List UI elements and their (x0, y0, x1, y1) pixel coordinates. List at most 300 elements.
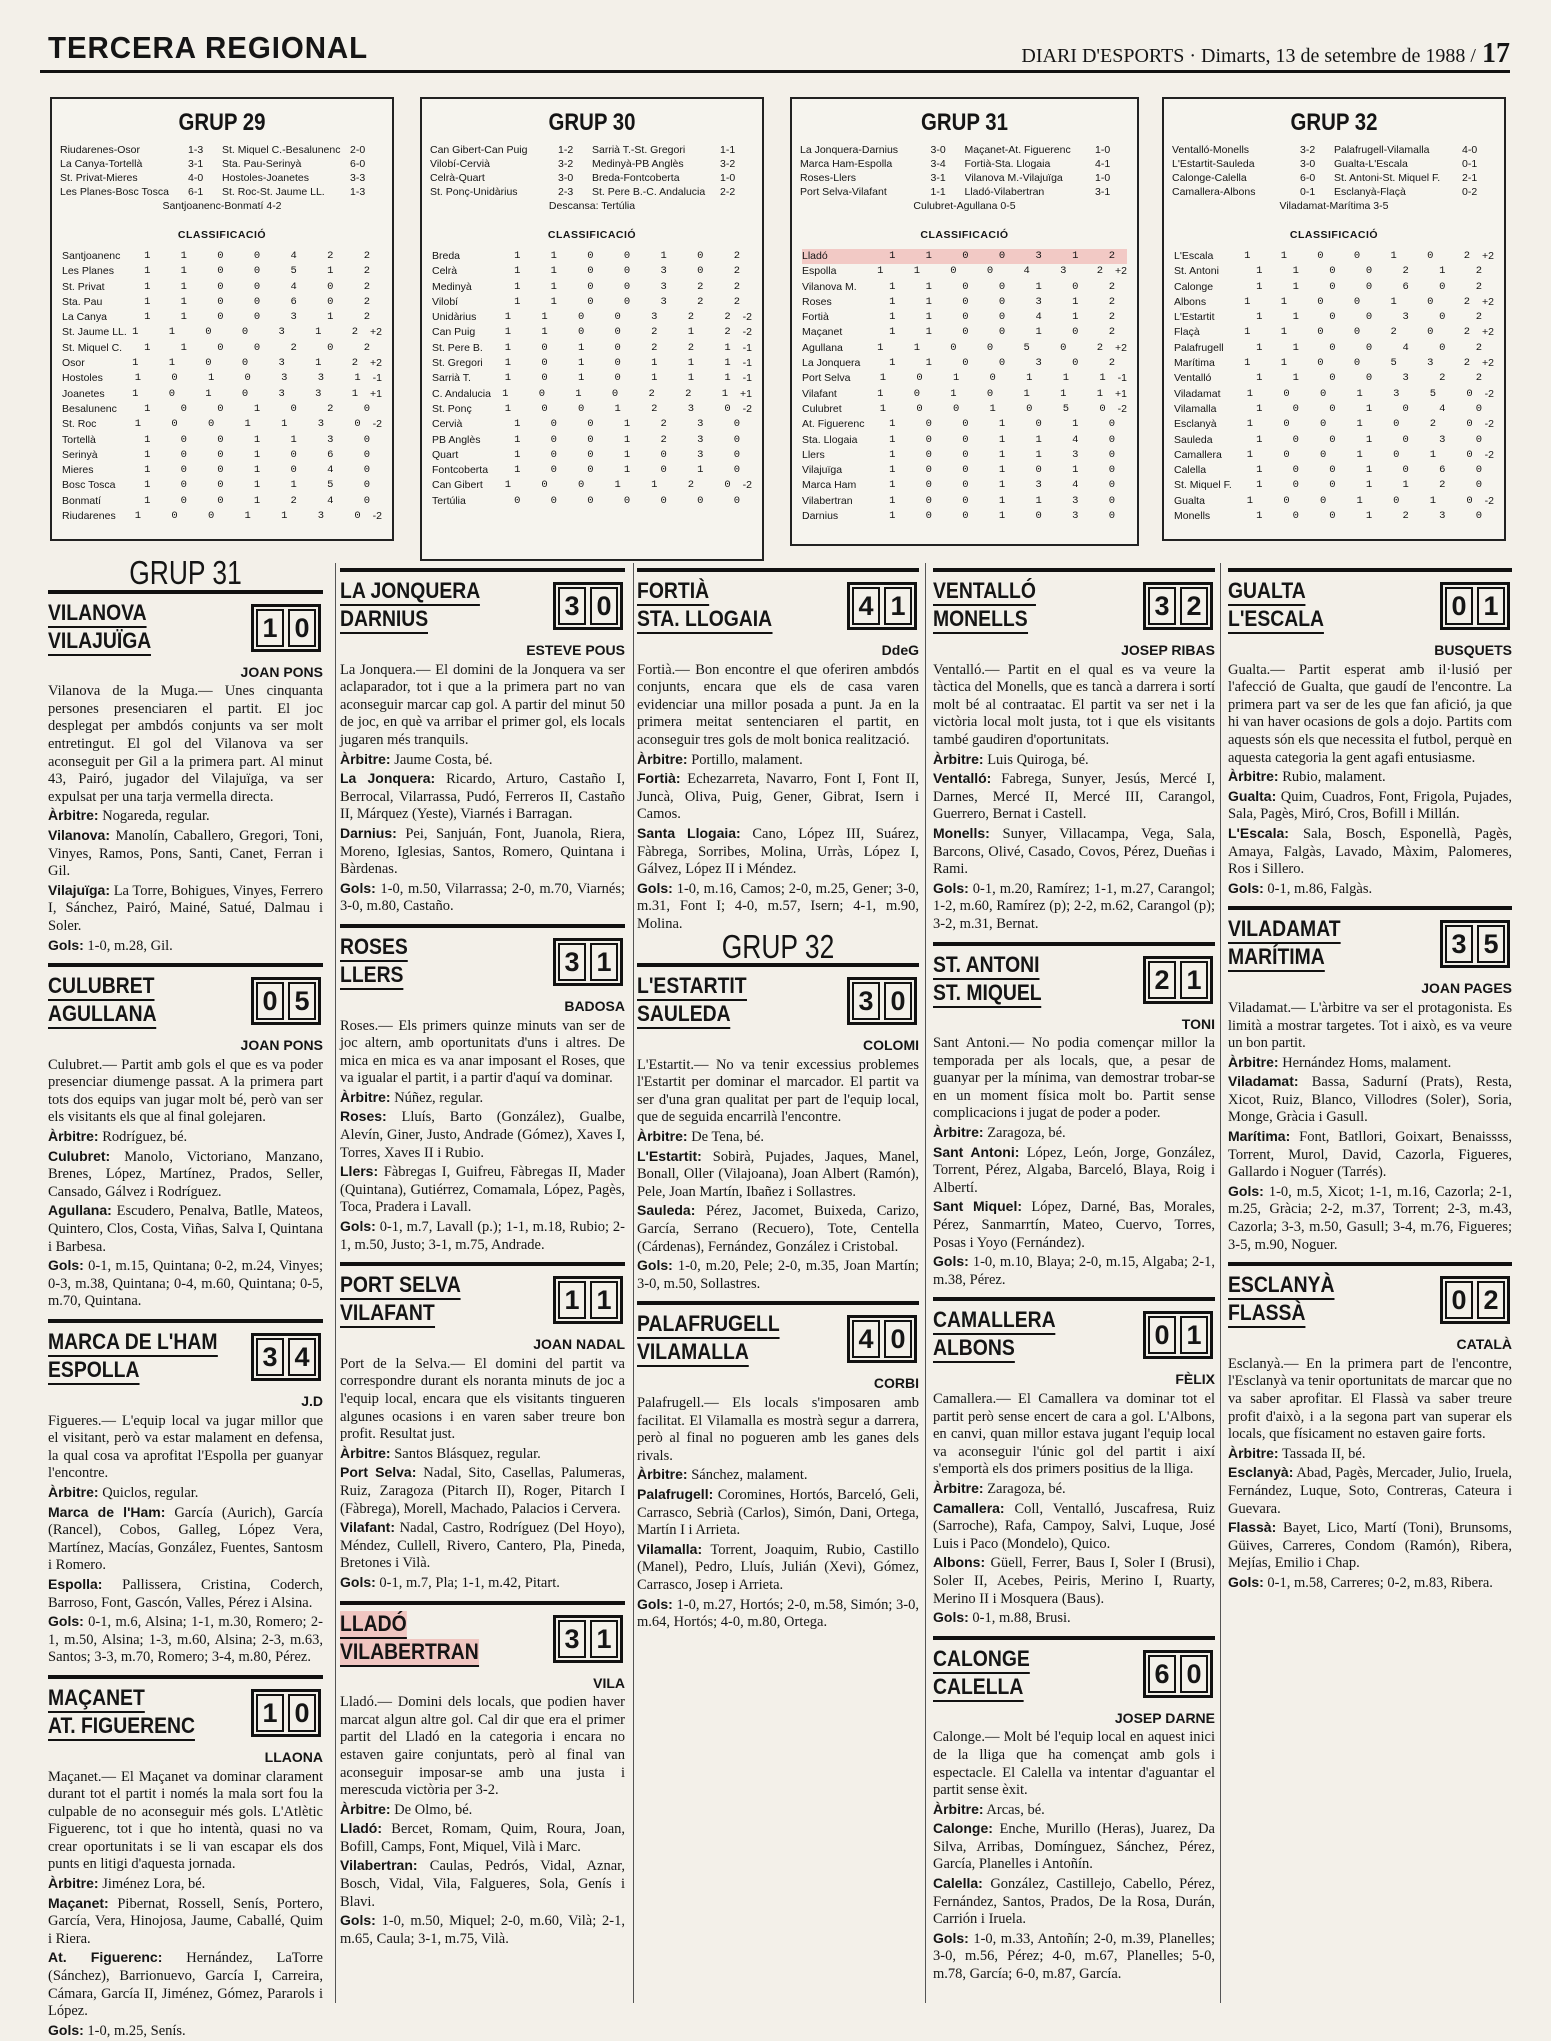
line-label: Marca de l'Ham: (48, 1503, 166, 1520)
group-title: GRUP 31 (921, 109, 1008, 136)
result-match: Vilobí-Cervià (430, 158, 490, 170)
line-text: Font, Batllori, Goixart, Benaissss, Torrent, Murol, David, Cazorla, Figueres, Gallardo i Noguer (Tarrés). (1228, 1129, 1512, 1181)
classification-row (1174, 417, 1494, 432)
away-team: MONELLS (933, 606, 1028, 634)
away-score: 1 (590, 1281, 618, 1319)
team-stats: 1 1 0 0 3 0 2 (889, 357, 1127, 370)
line-label: Àrbitre: (340, 750, 391, 767)
match-teams (340, 578, 480, 634)
classification-row (802, 433, 1127, 448)
report-body: Culubret.— Partit amb gols el que es va poder presenciar diumenge passat. A la primera part tots dos equips van jugar molt bé, però van ser els visitants els que al final golejaren. (48, 1056, 323, 1126)
line-text: La Torre, Bohigues, Vinyes, Ferrero I, Sánchez, Pairó, Mainé, Satué, Dalmau i Soler. (48, 882, 323, 934)
scoreboard (1143, 582, 1213, 630)
line-label: Esclanyà: (1228, 1464, 1294, 1481)
match-report (340, 1262, 625, 1592)
team-name: La Jonquera (802, 357, 861, 370)
line-label: Àrbitre: (933, 1124, 984, 1141)
team-name: Tortellà (62, 433, 96, 446)
classification-row (1174, 295, 1494, 310)
line-label: Àrbitre: (933, 1479, 984, 1496)
line-text: Escudero, Penalva, Batlle, Mateos, Quintero, Clos, Costa, Viñas, Salva I, Quintana i Barbesa. (48, 1203, 323, 1255)
line-label: Vilanova: (48, 826, 110, 843)
team-name: Bonmatí (62, 494, 102, 507)
line-label: Maçanet: (48, 1894, 109, 1911)
result-score: 1-3 (350, 186, 366, 198)
team-stats: 1 0 0 1 0 1 0 (1246, 448, 1485, 461)
report-line (637, 1257, 919, 1293)
line-label: La Jonquera: (340, 770, 436, 787)
team-points-diff: +2 (1482, 295, 1494, 308)
match-report (637, 963, 919, 1293)
line-text: 1-0, m.25, Senís. (87, 2022, 186, 2039)
team-stats: 1 0 0 1 2 3 0 (514, 433, 752, 446)
away-score: 0 (884, 982, 912, 1020)
line-text: 0-1, m.7, Pla; 1-1, m.42, Pitart. (379, 1574, 560, 1591)
match-teams (637, 973, 747, 1029)
match-teams (340, 934, 408, 990)
team-stats: 1 0 1 0 3 3 1 (134, 372, 373, 385)
match-header (340, 924, 625, 992)
team-stats: 1 0 0 1 2 3 0 (514, 418, 752, 431)
team-stats: 1 0 1 0 1 1 1 (879, 372, 1118, 385)
classification-row (802, 478, 1127, 493)
team-stats: 1 0 0 1 0 2 0 (1246, 418, 1485, 431)
line-label: Port Selva: (340, 1464, 417, 1481)
line-label: Gols: (637, 1595, 673, 1612)
author: FÈLIX (1175, 1371, 1215, 1388)
home-team: MARCA DE L'HAM (48, 1329, 218, 1357)
report-line (933, 1801, 1215, 1820)
team-name: Osor (62, 357, 85, 370)
author: DdeG (881, 642, 919, 658)
team-name: At. Figuerenc (802, 418, 865, 431)
line-text: Portillo, malament. (691, 751, 803, 768)
result-match: Riudarenes-Osor (60, 144, 140, 156)
report-line (340, 880, 625, 916)
classification-row (1174, 280, 1494, 295)
result-match: La Canya-Tortellà (60, 158, 143, 170)
author: JOAN NADAL (533, 1336, 625, 1353)
author: JOAN PONS (240, 1037, 323, 1054)
line-label: Fortià: (637, 770, 681, 787)
result-match: St. Miquel C.-Besalunenc (222, 144, 341, 156)
scoreboard (847, 1315, 917, 1363)
group-title: GRUP 30 (548, 109, 636, 136)
classification-row (62, 356, 382, 371)
away-score: 1 (884, 587, 912, 625)
home-team: LA JONQUERA (340, 578, 480, 606)
away-score: 4 (288, 1338, 316, 1376)
result-extra: Descansa: Tertúlia (548, 200, 636, 212)
away-score: 1 (590, 943, 618, 981)
match-teams (1228, 578, 1324, 634)
line-label: Santa Llogaia: (637, 824, 741, 841)
group-title: GRUP 32 (1290, 109, 1378, 136)
scoreboard (553, 1615, 623, 1663)
classification-row (62, 325, 382, 340)
scoreboard (1143, 956, 1213, 1004)
line-text: Pallissera, Cristina, Coderch, Barroso, Font, Gascón, Valles, Pérez i Alsina. (48, 1576, 324, 1611)
home-score: 1 (256, 609, 284, 647)
classification-row (62, 402, 382, 417)
report-line (48, 1613, 323, 1667)
report-line (933, 1198, 1215, 1252)
away-score: 0 (884, 1320, 912, 1358)
team-stats: 1 0 0 1 1 3 0 (134, 418, 373, 431)
line-text: 0-1, m.86, Falgàs. (1267, 880, 1373, 897)
team-stats: 1 0 0 1 0 4 0 (1256, 402, 1494, 415)
report-body: Camallera.— El Camallera va dominar tot el partit però sense encert de cara a gol. L'Albons, en canvi, quan millor estava jugant l'equip local va aconseguir l'únic gol del partit i així s'emportà els dos primers positius de la lliga. (933, 1391, 1215, 1478)
column-4 (933, 560, 1215, 1985)
result-score: 3-1 (930, 172, 946, 184)
line-label: Gols: (1228, 879, 1264, 896)
classification-row (62, 341, 382, 356)
team-name: Santjoanenc (62, 250, 121, 262)
report-body: Roses.— Els primers quinze minuts van ser de joc altern, amb oportunitats d'uns i altres. De mica en mica es va anar imposant el Roses, que va igualar el partit, i a partir d'aquí va dominar. (340, 1017, 625, 1087)
team-name: Darnius (802, 510, 839, 523)
report-line (340, 1108, 625, 1162)
scoreboard (251, 977, 321, 1025)
line-label: Camallera: (933, 1499, 1005, 1516)
report-body: Ventalló.— Partit en el qual es va veure la tàctica del Monells, que es tancà a darrera i sortí molt bé al contraatac. El partit va ser net i la victòria local molt justa, tot i que els visitants també gaudiren d'oportunitats. (933, 661, 1215, 748)
classification-row (802, 494, 1127, 509)
match-teams (933, 1646, 1030, 1702)
line-text: 1-0, m.50, Miquel; 2-0, m.60, Vilà; 2-1, m.65, Caula; 3-1, m.75, Vilà. (340, 1913, 625, 1947)
classification-row (432, 463, 752, 478)
report-body: Lladó.— Domini dels locals, que podien haver marcat algun altre gol. Cal dir que era el primer partit del Lladó en la categoria i encara no estaven gaire conjuntats, però al final van aconseguir imposar-se amb una justa i merescuda victòria per 3-2. (340, 1694, 625, 1799)
report-line (1228, 768, 1512, 787)
team-name: Can Puig (432, 326, 476, 339)
report-line (48, 1895, 323, 1949)
line-text: Bercet, Romam, Quim, Roura, Joan, Bofill, Camps, Font, Miquel, Vilà i Marc. (340, 1821, 625, 1855)
scoreboard (847, 582, 917, 630)
team-stats: 1 0 0 1 0 1 0 (1246, 494, 1485, 507)
result-row (60, 143, 384, 157)
team-stats: 1 1 0 0 1 0 2 (1244, 250, 1483, 262)
report-line (48, 1504, 323, 1575)
away-team: VILABERTRAN (340, 1639, 479, 1667)
line-text: 0-1, m.7, Lavall (p.); 1-1, m.18, Rubio; 2-1, m.50, Justo; 3-1, m.75, Andrade. (340, 1219, 625, 1253)
line-label: Àrbitre: (48, 1483, 99, 1500)
result-score: 0-2 (1462, 186, 1478, 198)
line-text: López, Darné, Bas, Morales, Pérez, Sanmarrtín, Mateo, Cuervo, Torres, Posas i Yoyo (Fernández). (933, 1199, 1216, 1251)
line-label: Gols: (1228, 1573, 1264, 1590)
team-name: Maçanet (802, 326, 843, 339)
away-team: ST. MIQUEL (933, 980, 1042, 1008)
match-report (48, 1675, 323, 2041)
match-header (48, 590, 323, 658)
classification-row (432, 387, 752, 402)
line-text: Pérez, Jacomet, Buixeda, Carizo, García, Serrano (Recuero), Tote, Centella (Cárdenas), Fernández, González i Cristobal. (637, 1203, 920, 1255)
home-team: FORTIÀ (637, 578, 709, 606)
match-header (48, 1319, 323, 1387)
scoreboard (553, 582, 623, 630)
team-stats: 1 0 1 0 2 2 1 (502, 387, 741, 400)
team-name: C. Andalucia (432, 387, 491, 400)
team-name: Vilafant (802, 387, 837, 400)
team-stats: 1 1 0 0 3 1 2 (132, 357, 371, 370)
result-match: Les Planes-Bosc Tosca (60, 186, 169, 198)
match-header (637, 1301, 919, 1369)
line-label: Calella: (933, 1875, 983, 1892)
team-name: Vilobí (432, 295, 459, 308)
classification-row (1174, 325, 1494, 340)
line-text: Nadal, Castro, Rodríguez (Del Hoyo), Méndez, Cullell, Rivero, Cantero, Pla, Pineda, Bretones i Vilà. (340, 1520, 625, 1572)
match-teams (933, 952, 1042, 1008)
match-teams (933, 1307, 1056, 1363)
classification-row (432, 249, 752, 264)
team-stats: 1 0 0 1 0 1 0 (514, 464, 752, 477)
team-name: Quart (432, 448, 459, 461)
classification-row (802, 249, 1127, 264)
report-line (637, 1202, 919, 1256)
line-label: Gols: (48, 1613, 84, 1630)
result-score: 3-1 (188, 158, 204, 170)
result-match: Calonge-Calella (1172, 172, 1247, 184)
match-teams (637, 1311, 780, 1367)
team-stats: 1 1 0 0 4 2 2 (144, 250, 382, 262)
classification-heading: CLASSIFICACIÓ (1289, 229, 1379, 241)
team-points-diff: -2 (742, 479, 752, 492)
group-box-29 (50, 97, 394, 541)
away-team: VILAFANT (340, 1300, 435, 1328)
team-points-diff: -2 (742, 326, 752, 339)
team-points-diff: -1 (372, 372, 382, 385)
line-text: Torrent, Joaquim, Rubio, Castillo (Manel), Pedro, Lluís, Julián (Xevi), Gómez, Carrasco, Josep i Arrieta. (637, 1541, 919, 1593)
report-line (933, 1609, 1215, 1628)
match-teams (933, 578, 1036, 634)
home-score: 6 (1148, 1655, 1176, 1693)
team-stats: 1 1 0 0 2 0 2 (144, 341, 382, 354)
result-match: Camallera-Albons (1172, 186, 1256, 198)
classification-row (62, 433, 382, 448)
result-row (1172, 143, 1496, 157)
away-team: DARNIUS (340, 606, 428, 634)
report-line (933, 1144, 1215, 1198)
author: CATALÀ (1456, 1336, 1512, 1353)
match-header (1228, 568, 1512, 636)
classification-row (432, 341, 752, 356)
result-score: 1-1 (720, 144, 736, 156)
line-label: Viladamat: (1228, 1073, 1299, 1090)
team-stats: 1 1 0 0 2 1 2 (504, 326, 743, 339)
match-header (340, 1262, 625, 1330)
result-match: Lladó-Vilabertran (964, 186, 1045, 198)
classification-row (802, 280, 1127, 295)
team-stats: 1 0 1 0 2 2 1 (504, 341, 743, 354)
scoreboard (251, 1689, 321, 1737)
line-label: Palafrugell: (637, 1485, 714, 1502)
line-label: At. Figuerenc: (48, 1949, 163, 1966)
report-line (48, 1875, 323, 1894)
result-match: Medinyà-PB Anglès (592, 158, 684, 170)
away-score: 1 (1180, 961, 1208, 999)
team-stats: 1 0 1 0 1 1 1 (504, 372, 743, 385)
team-name: St. Pere B. (432, 341, 483, 354)
column-2 (340, 560, 625, 1949)
result-score: 6-0 (1300, 172, 1316, 184)
classification-row (1174, 264, 1494, 279)
section-title: TERCERA REGIONAL (48, 30, 369, 65)
line-label: Albons: (933, 1554, 986, 1571)
team-points-diff: -2 (372, 510, 382, 523)
classification-row (432, 310, 752, 325)
team-stats: 1 0 0 1 1 3 0 (144, 433, 382, 446)
result-match: La Jonquera-Darnius (800, 144, 899, 156)
team-name: St. Antoni (1174, 265, 1219, 278)
away-score: 2 (1180, 587, 1208, 625)
team-name: St. Miquel C. (62, 341, 123, 354)
team-stats: 1 1 0 0 2 1 2 (1256, 265, 1494, 278)
classification-row (62, 448, 382, 463)
result-extra: Culubret-Agullana 0-5 (913, 200, 1016, 212)
line-label: Vilajuïga: (48, 881, 110, 898)
team-name: Sauleda (1174, 433, 1213, 446)
match-header (1228, 906, 1512, 974)
results-list (800, 143, 1129, 213)
report-line (48, 1202, 323, 1256)
line-text: Hernández Homs, malament. (1282, 1054, 1452, 1071)
report-body: Port de la Selva.— El domini del partit va correspondre durant els noranta minuts de joc a l'equip local, encara que els visitants tingueren algunes ocasions i en varen saber treure bon profit. Resultat just. (340, 1355, 625, 1443)
result-score: 3-2 (1300, 144, 1316, 156)
report-body: Calonge.— Molt bé l'equip local en aquest inici de la lliga que ha començat amb gols i espectacle. El Calella va intentar d'aguantar el partit sense èxit. (933, 1729, 1215, 1799)
page-number: 17 (1482, 38, 1510, 69)
team-stats: 1 0 0 1 1 3 0 (134, 510, 373, 523)
line-label: Vilamalla: (637, 1540, 703, 1557)
line-label: Àrbitre: (340, 1800, 391, 1817)
line-label: Gols: (933, 1609, 969, 1626)
away-team: L'ESCALA (1228, 606, 1324, 634)
match-teams (48, 1685, 195, 1741)
team-stats: 1 1 0 0 1 0 2 (1244, 295, 1483, 308)
result-match: Celrà-Quart (430, 172, 485, 184)
classification-row (432, 417, 752, 432)
line-label: Darnius: (340, 824, 397, 841)
result-row (800, 157, 1129, 171)
away-score: 0 (590, 587, 618, 625)
match-teams (1228, 1272, 1334, 1328)
match-report (48, 1319, 323, 1667)
result-match: Fortià-Sta. Llogaia (964, 158, 1051, 170)
report-body: Maçanet.— El Maçanet va dominar clarament durant tot el partit i només la mala sort fou la culpable de no aconseguir més gols. L'Atlètic Figuerenc, tot i que ho intentà, quasi no va crear oportunitats i se li van escapar els dos punts en litigi d'aquesta jornada. (48, 1768, 323, 1873)
team-stats: 1 1 0 0 3 2 2 (504, 311, 743, 324)
line-text: Sobirà, Pujades, Jaques, Manel, Bonall, Oller (Vilajoana), Joan Albert (Ramón), Pele, Joan Martín, Ibañez i Sollastres. (637, 1148, 919, 1200)
report-line (933, 1124, 1215, 1143)
result-score: 0-1 (1462, 158, 1478, 170)
home-team: ST. ANTONI (933, 952, 1039, 980)
report-line (1228, 1183, 1512, 1254)
report-line (933, 1875, 1215, 1929)
classification-row (1174, 478, 1494, 493)
report-line (637, 1466, 919, 1485)
line-text: Sunyer, Villacampa, Vega, Sala, Barcons, Olivé, Casado, Covos, Pérez, Dueñas i Rami. (933, 825, 1216, 878)
classification-row (1174, 310, 1494, 325)
line-label: Espolla: (48, 1575, 103, 1592)
report-line (637, 1128, 919, 1147)
report-line (637, 825, 919, 879)
line-label: Gols: (637, 879, 673, 896)
result-match: Vilanova M.-Vilajuïga (964, 172, 1063, 184)
team-name: Sarrià T. (432, 372, 471, 385)
team-stats: 1 0 1 0 1 1 1 (877, 387, 1116, 400)
classification-table (1174, 249, 1494, 524)
team-stats: 1 0 0 1 0 6 0 (144, 448, 382, 461)
team-name: Camallera (1174, 448, 1222, 461)
line-text: Enche, Murillo (Heras), Juarez, Da Silva, Arribas, Domínguez, Sánchez, Pérez, García, Planelles i Antoñín. (933, 1821, 1215, 1873)
line-text: Zaragoza, bé. (987, 1480, 1066, 1497)
team-stats: 1 0 0 1 2 3 0 (504, 402, 743, 415)
team-name: Mieres (62, 464, 94, 477)
match-report (637, 568, 919, 934)
result-match: St. Antoni-St. Miquel F. (1334, 172, 1441, 184)
away-team: AT. FIGUERENC (48, 1713, 195, 1741)
result-row (800, 171, 1129, 185)
result-score: 6-0 (350, 158, 366, 170)
result-score: 2-2 (720, 186, 736, 198)
match-report (933, 1636, 1215, 1984)
team-stats: 1 1 0 0 1 0 2 (889, 280, 1127, 293)
author: TONI (1181, 1015, 1215, 1032)
line-label: Sauleda: (637, 1202, 696, 1219)
report-line (340, 1445, 625, 1464)
team-stats: 1 1 0 0 4 3 2 (877, 265, 1116, 278)
author: JOAN PAGES (1421, 980, 1512, 997)
line-label: Llers: (340, 1163, 379, 1180)
result-row (430, 143, 754, 157)
line-text: Coll, Ventalló, Juscafresa, Ruiz (Sarroche), Rafa, Campoy, Salvi, Luque, José Luis i Paco (Mondelo), Quico. (933, 1500, 1215, 1552)
home-team: CULUBRET (48, 973, 154, 1001)
line-label: Flassà: (1228, 1519, 1277, 1536)
classification-row (802, 417, 1127, 432)
results-list (60, 143, 384, 213)
match-header (48, 963, 323, 1031)
team-name: Breda (432, 250, 461, 262)
team-stats: 1 1 0 0 3 2 2 (514, 295, 752, 308)
match-report (48, 590, 323, 956)
team-stats: 1 0 0 1 0 3 0 (889, 510, 1127, 523)
match-header (1228, 1262, 1512, 1330)
team-stats: 1 1 0 0 5 1 2 (144, 265, 382, 278)
team-name: St. Gregori (432, 357, 483, 370)
line-text: Bayet, Lico, Martí (Toni), Brunsoms, Güives, Carreres, Condom (Ramón), Ribera, Mejías, Emilio i Chap. (1228, 1520, 1513, 1572)
away-team: VILAJUÏGA (48, 628, 151, 656)
report-line (48, 937, 323, 956)
team-name: Ventalló (1174, 372, 1212, 385)
team-stats: 1 0 0 1 3 4 0 (889, 479, 1127, 492)
line-label: Lladó: (340, 1820, 382, 1837)
away-score: 0 (1180, 1655, 1208, 1693)
team-name: PB Anglès (432, 433, 481, 446)
team-stats: 1 1 0 0 3 1 2 (144, 311, 382, 324)
result-score: 1-2 (558, 144, 574, 156)
team-points-diff: -2 (742, 311, 752, 324)
report-line (637, 880, 919, 934)
line-text: Santos Blásquez, regular. (394, 1445, 541, 1462)
team-points-diff: +1 (1115, 387, 1127, 400)
team-name: Roses (802, 295, 832, 308)
report-line (48, 1128, 323, 1147)
report-line (48, 882, 323, 936)
team-name: Sta. Pau (62, 295, 103, 308)
scoreboard (553, 938, 623, 986)
classification-row (62, 295, 382, 310)
home-score: 3 (256, 1338, 284, 1376)
team-name: Joanetes (62, 387, 105, 400)
report-line (637, 751, 919, 770)
result-score: 3-0 (558, 172, 574, 184)
report-line (933, 751, 1215, 770)
line-label: Àrbitre: (1228, 1444, 1279, 1461)
